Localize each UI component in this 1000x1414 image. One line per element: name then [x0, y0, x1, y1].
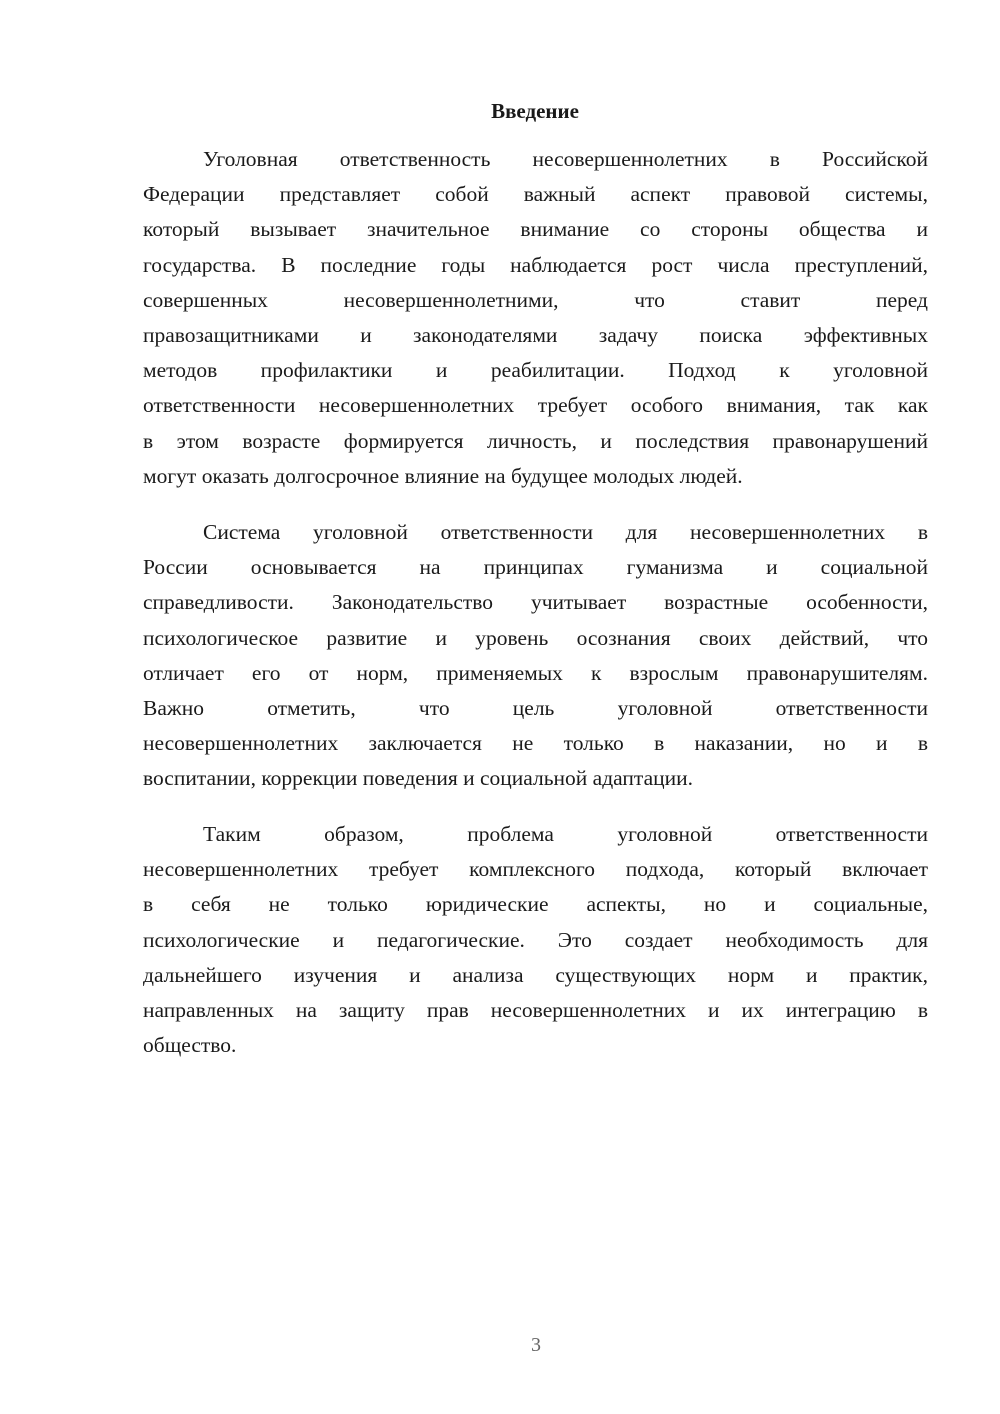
- text-line: Таким образом, проблема уголовной ответственности: [203, 822, 928, 846]
- paragraph-3: [143, 817, 928, 1063]
- text-line: справедливости. Законодательство учитывает возрастные особенности,: [143, 590, 928, 615]
- text-line: в себя не только юридические аспекты, но и социальные,: [143, 892, 928, 917]
- section-title: Введение: [491, 99, 579, 123]
- text-line: несовершеннолетних требует комплексного подхода, который включает: [143, 857, 928, 882]
- text-line: совершенных несовершеннолетними, что ставит перед: [143, 287, 928, 312]
- text-line: Федерации представляет собой важный аспект правовой системы,: [143, 182, 928, 207]
- page-number: 3: [531, 1334, 541, 1356]
- text-line: общество.: [143, 1033, 237, 1058]
- text-line: Система уголовной ответственности для несовершеннолетних в: [203, 520, 928, 544]
- text-line: государства. В последние годы наблюдается рост числа преступлений,: [143, 252, 928, 277]
- text-line: направленных на защиту прав несовершеннолетних и их интеграцию в: [143, 997, 928, 1022]
- paragraph-1: [143, 142, 928, 494]
- text-line: отличает его от норм, применяемых к взрослым правонарушителям.: [143, 660, 928, 685]
- text-line: несовершеннолетних заключается не только в наказании, но и в: [143, 731, 928, 756]
- text-line: в этом возрасте формируется личность, и последствия правонарушений: [143, 428, 928, 453]
- text-line: правозащитниками и законодателями задачу поиска эффективных: [143, 322, 928, 347]
- text-line: психологические и педагогические. Это создает необходимость для: [143, 927, 928, 952]
- text-line: психологическое развитие и уровень осознания своих действий, что: [143, 625, 928, 650]
- text-line: воспитании, коррекции поведения и социальной адаптации.: [143, 766, 694, 791]
- text-line: методов профилактики и реабилитации. Подход к уголовной: [143, 358, 928, 383]
- text-line: Важно отметить, что цель уголовной ответственности: [143, 695, 928, 720]
- text-line: Уголовная ответственность несовершеннолетних в Российской: [203, 147, 928, 171]
- text-line: который вызывает значительное внимание со стороны общества и: [143, 217, 928, 242]
- text-line: ответственности несовершеннолетних требует особого внимания, так как: [143, 393, 928, 418]
- text-line: дальнейшего изучения и анализа существующих норм и практик,: [143, 962, 928, 987]
- paragraph-2: [143, 515, 928, 797]
- text-line: России основывается на принципах гуманизма и социальной: [143, 555, 928, 580]
- text-line: могут оказать долгосрочное влияние на будущее молодых людей.: [143, 463, 743, 488]
